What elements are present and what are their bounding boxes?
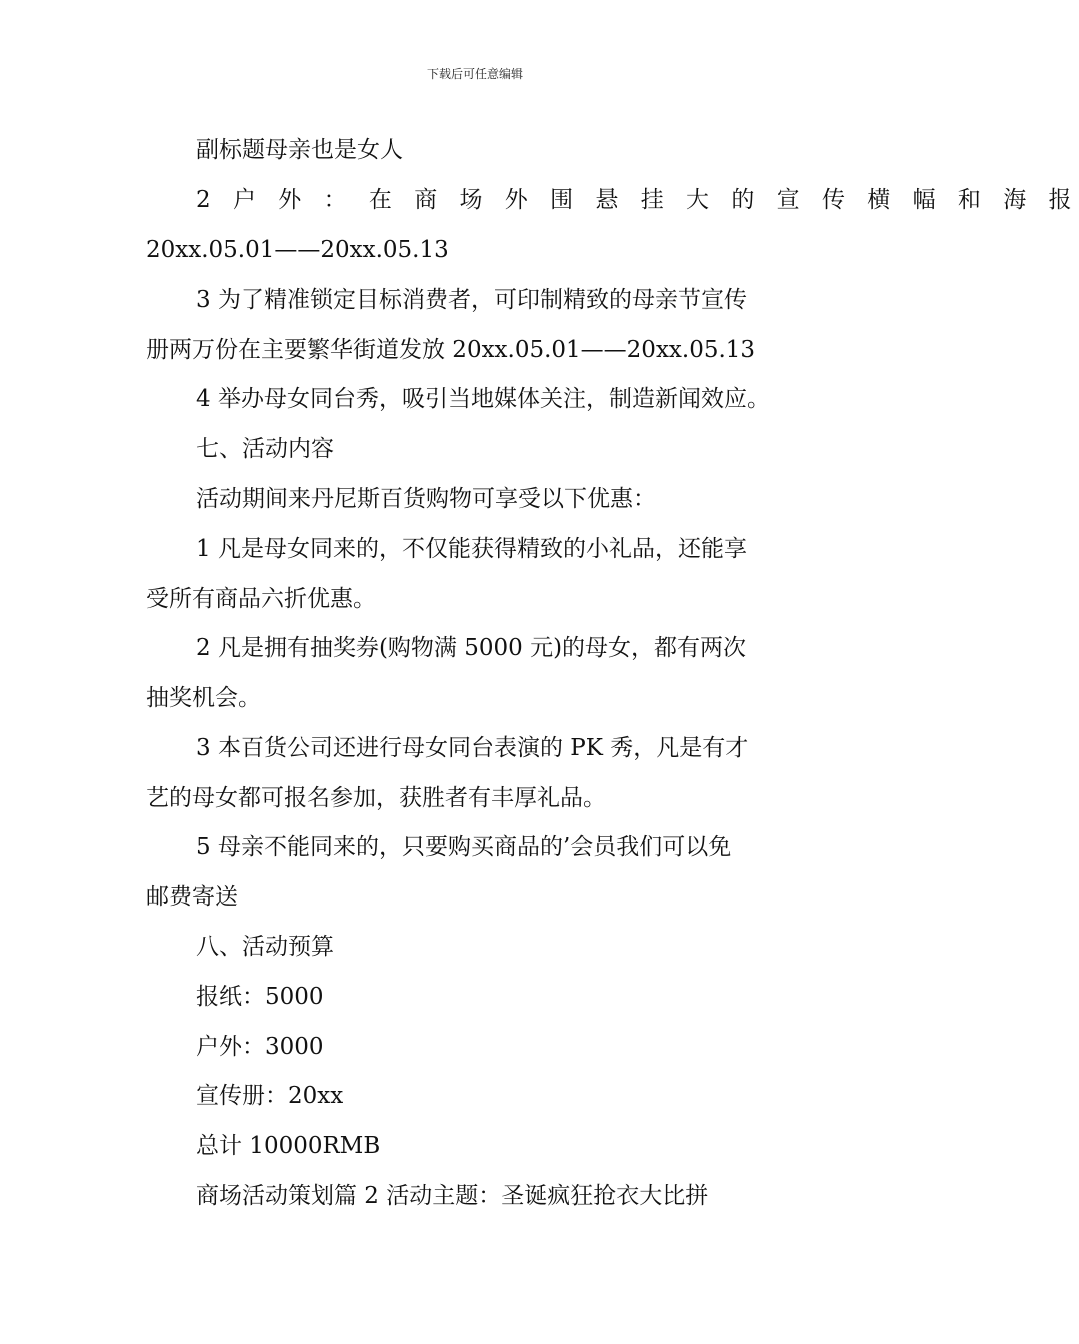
next-plan-heading-line: 商场活动策划篇 2 活动主题：圣诞疯狂抢衣大比拼 bbox=[196, 1183, 709, 1209]
offer-3-line: 3 本百货公司还进行母女同台表演的 PK 秀，凡是有才 bbox=[196, 735, 749, 761]
outdoor-item-line: 2 户 外 ： 在 商 场 外 围 悬 挂 大 的 宣 传 横 幅 和 海 报 bbox=[196, 187, 1079, 213]
brochure-item-line: 3 为了精准锁定目标消费者，可印制精致的母亲节宣传 bbox=[196, 287, 747, 313]
section-heading-7: 七、活动内容 bbox=[196, 436, 334, 462]
offer-5-line: 5 母亲不能同来的，只要购买商品的’会员我们可以免 bbox=[196, 834, 732, 860]
offer-1-line: 1 凡是母女同来的，不仅能获得精致的小礼品，还能享 bbox=[196, 536, 747, 562]
offer-intro-line: 活动期间来丹尼斯百货购物可享受以下优惠： bbox=[196, 486, 656, 512]
budget-newspaper-line: 报纸：5000 bbox=[196, 984, 324, 1010]
offer-2-line: 2 凡是拥有抽奖券(购物满 5000 元)的母女，都有两次 bbox=[196, 635, 747, 661]
outdoor-date-line: 20xx.05.01——20xx.05.13 bbox=[146, 237, 449, 263]
show-item-line: 4 举办母女同台秀，吸引当地媒体关注，制造新闻效应。 bbox=[196, 386, 770, 412]
offer-1-continued-line: 受所有商品六折优惠。 bbox=[146, 586, 376, 612]
offer-2-continued-line: 抽奖机会。 bbox=[146, 685, 261, 711]
page-header-note: 下载后可任意编辑 bbox=[426, 67, 523, 81]
budget-brochure-line: 宣传册：20xx bbox=[196, 1083, 344, 1109]
brochure-continued-line: 册两万份在主要繁华街道发放 20xx.05.01——20xx.05.13 bbox=[146, 337, 756, 363]
budget-total-line: 总计 10000RMB bbox=[196, 1133, 381, 1159]
offer-5-continued-line: 邮费寄送 bbox=[146, 884, 238, 910]
offer-3-continued-line: 艺的母女都可报名参加，获胜者有丰厚礼品。 bbox=[146, 785, 606, 811]
budget-outdoor-line: 户外：3000 bbox=[196, 1034, 324, 1060]
subtitle-line: 副标题母亲也是女人 bbox=[196, 137, 403, 163]
section-heading-8: 八、活动预算 bbox=[196, 934, 334, 960]
